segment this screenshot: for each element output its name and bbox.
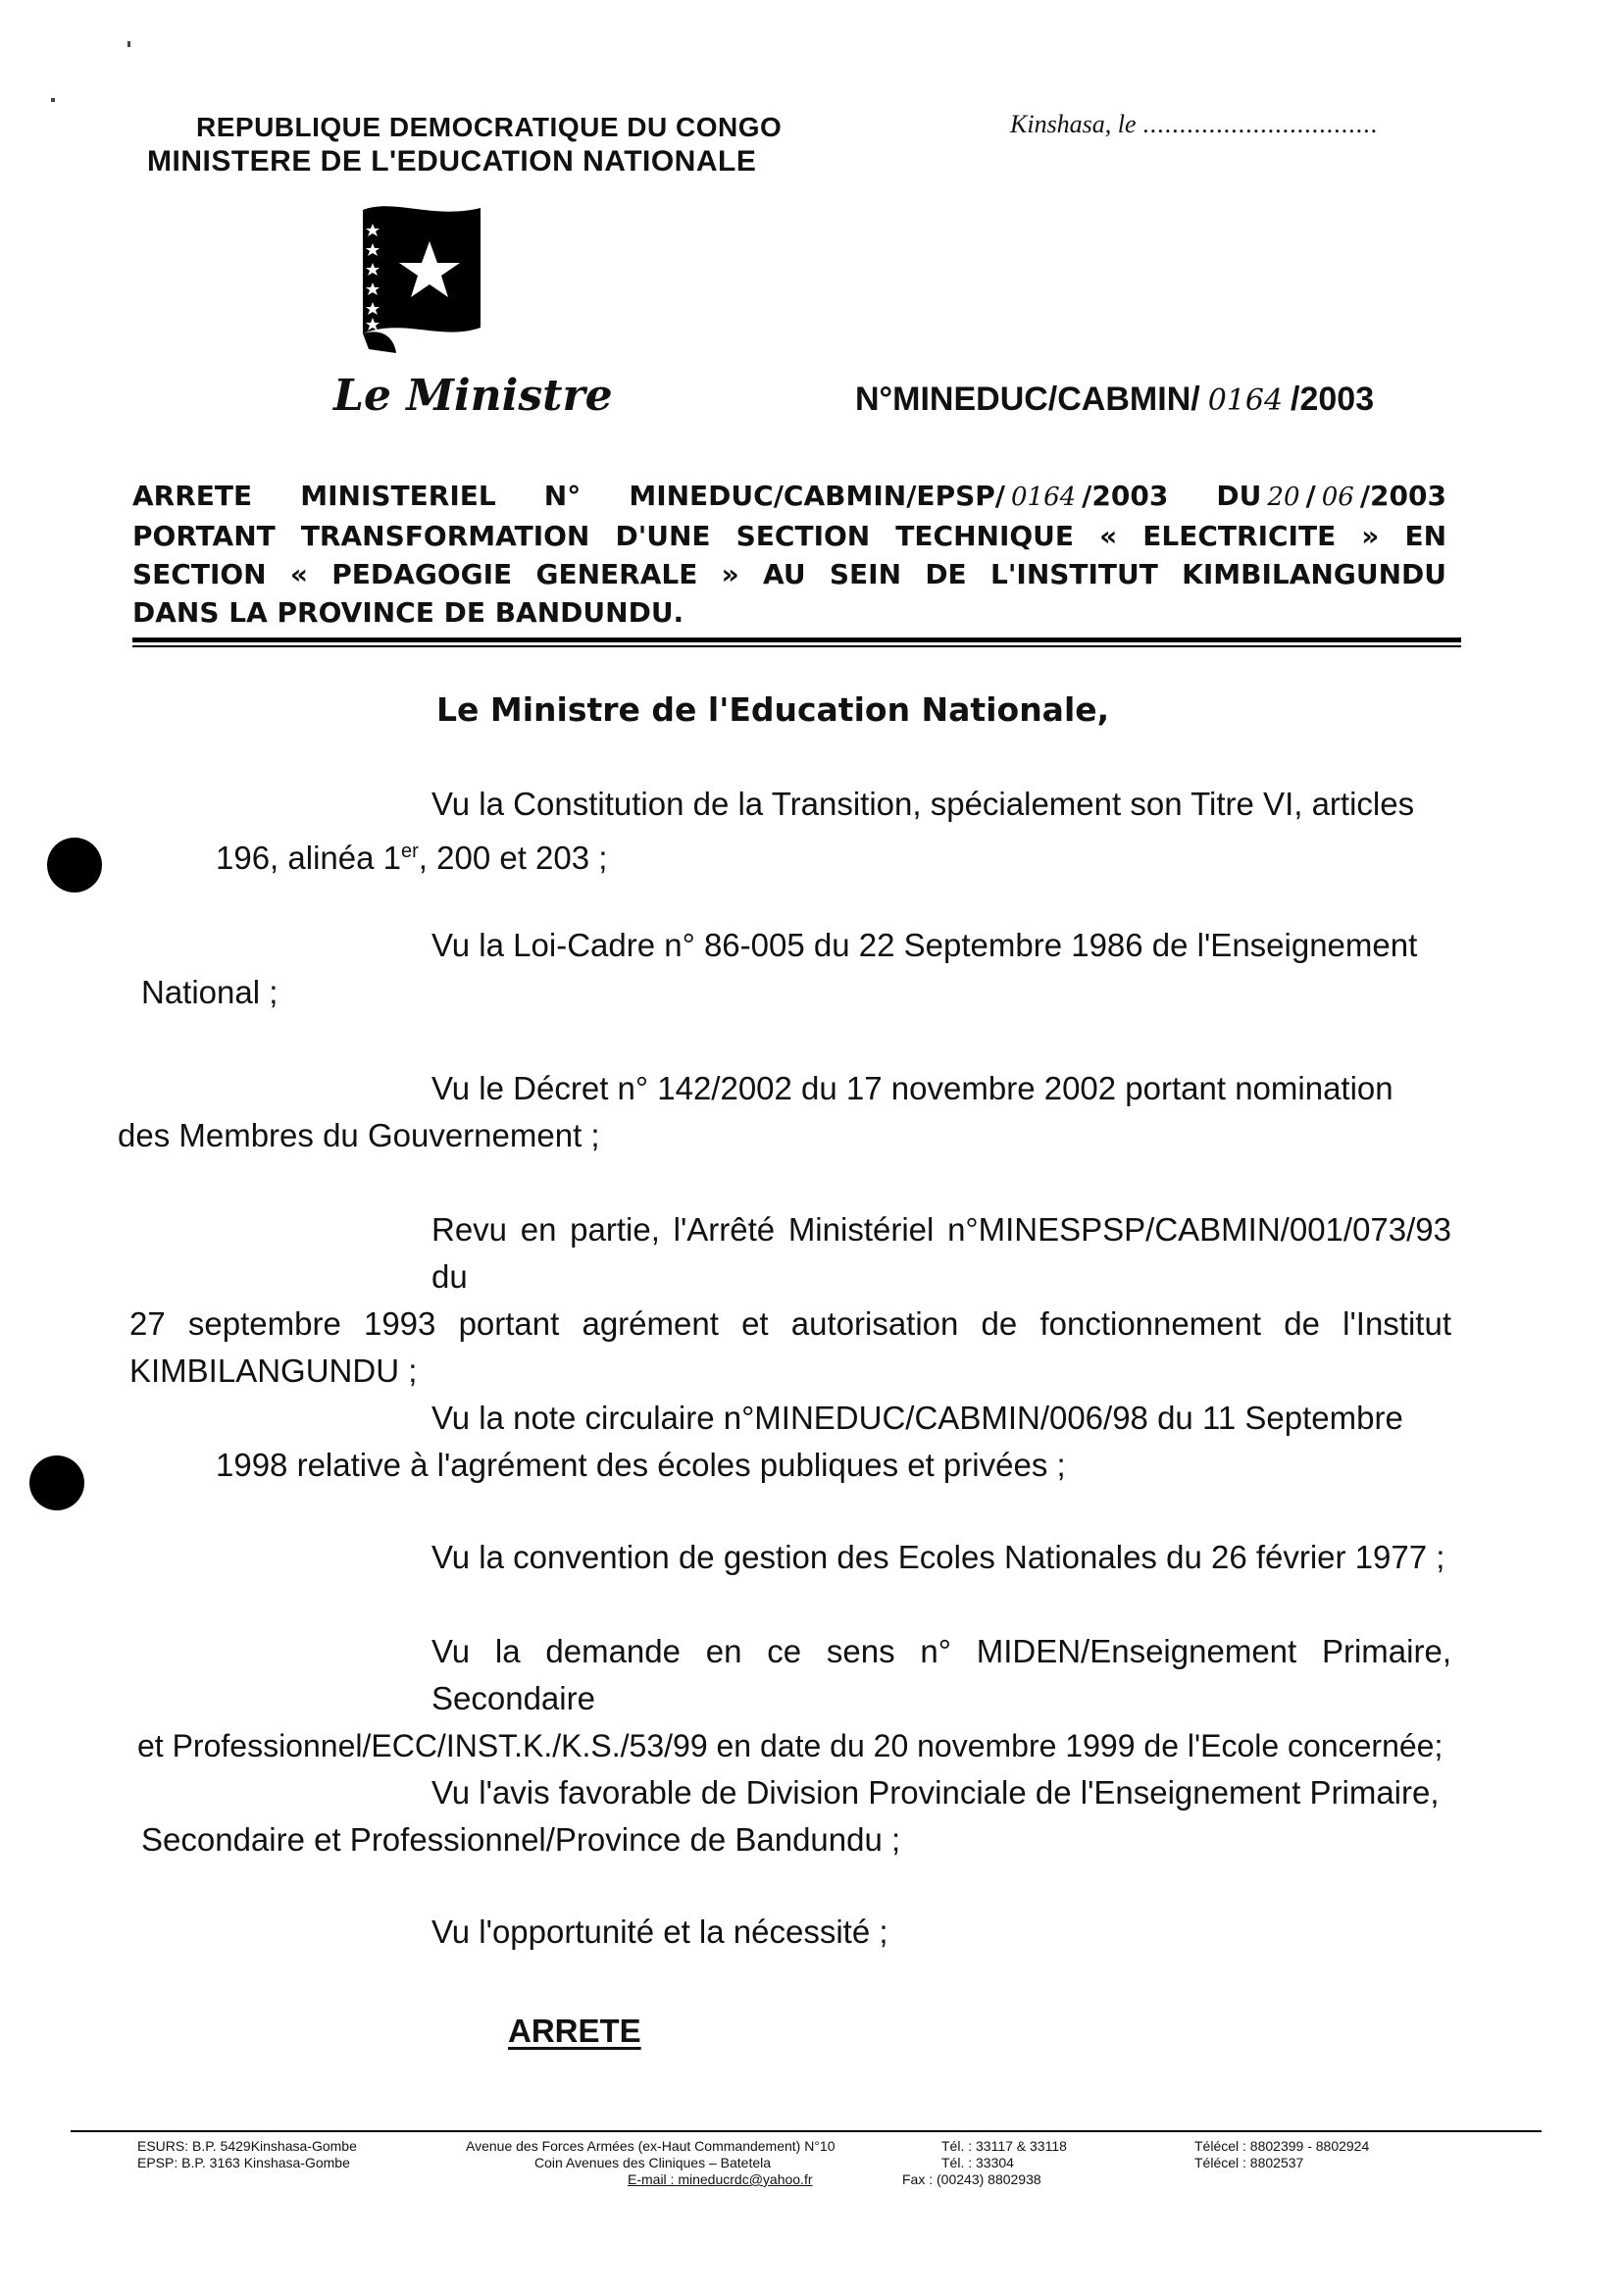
recital-first-line: Vu l'avis favorable de Division Provinciale de l'Enseignement Primaire, (431, 1774, 1440, 1811)
footer-email-link[interactable]: E-mail : mineducrdc@yahoo.fr (628, 2171, 813, 2187)
footer-line: Coin Avenues des Cliniques – Batetela (534, 2155, 772, 2170)
recital-paragraph (118, 1395, 1451, 1489)
recital-paragraph (118, 1909, 1451, 1956)
recital-first-line: Vu la note circulaire n°MINEDUC/CABMIN/006/98 du 11 Septembre (431, 1400, 1403, 1436)
ordinal-suffix: er (401, 841, 419, 862)
footer-divider (71, 2130, 1542, 2132)
recital-first-line: Vu le Décret n° 142/2002 du 17 novembre 2002 portant nomination (431, 1070, 1393, 1106)
recital-continuation (118, 828, 1451, 882)
decree-title-line (132, 477, 1446, 517)
punch-hole (29, 1455, 84, 1510)
punch-hole (47, 838, 102, 893)
recital-continuation: National ; (141, 974, 279, 1010)
recital-continuation: Secondaire et Professionnel/Province de Bandundu ; (141, 1821, 901, 1858)
footer-line: Tél. : 33117 & 33118 (941, 2138, 1067, 2154)
decree-number-year: /2003 DU (1082, 480, 1262, 512)
scan-speck (127, 41, 130, 47)
divider (132, 638, 1461, 642)
footer-telecel (1194, 2138, 1369, 2171)
decree-number-prefix: ARRETE MINISTERIEL N° MINEDUC/CABMIN/EPSP/ (132, 480, 1005, 512)
recital-paragraph (118, 922, 1451, 1016)
reference-prefix: N°MINEDUC/CABMIN/ (855, 381, 1200, 418)
footer-line: EPSP: B.P. 3163 Kinshasa-Gombe (137, 2155, 350, 2170)
footer-line: Avenue des Forces Armées (ex-Haut Commandement) N°10 (466, 2138, 836, 2154)
footer-line: Tél. : 33304 (941, 2155, 1014, 2170)
decree-day: 20 (1267, 483, 1300, 512)
footer-line: ESURS: B.P. 5429Kinshasa-Gombe (137, 2138, 357, 2154)
minister-heading: Le Ministre de l'Education Nationale, (436, 690, 1110, 729)
recital-first-line: Vu la demande en ce sens n° MIDEN/Enseignement Primaire, Secondaire (431, 1633, 1451, 1716)
place-date-label: Kinshasa, le (1010, 110, 1137, 138)
decree-year: /2003 (1359, 480, 1446, 512)
recital-paragraph (118, 1206, 1451, 1395)
date-blank: ................................ (1142, 110, 1379, 138)
recital-text: 196, alinéa 1 (216, 840, 401, 876)
scan-speck (51, 98, 55, 102)
recital-first-line: Vu la Constitution de la Transition, spécialement son Titre VI, articles (431, 786, 1415, 822)
reference-number: 0164 (1207, 383, 1284, 418)
footer-postal (137, 2138, 357, 2171)
recital-text: , 200 et 203 ; (418, 840, 608, 876)
recital-first-line: Vu la Loi-Cadre n° 86-005 du 22 Septembre 1986 de l'Enseignement (431, 927, 1418, 963)
recital-continuation: KIMBILANGUNDU ; (129, 1352, 418, 1389)
decree-month: 06 (1321, 483, 1354, 512)
footer-line: Télécel : 8802399 - 8802924 (1194, 2138, 1370, 2154)
recital-continuation: 1998 relative à l'agrément des écoles publiques et privées ; (216, 1447, 1066, 1483)
ministry-header: MINISTERE DE L'EDUCATION NATIONALE (147, 145, 757, 178)
date-separator: / (1305, 480, 1316, 512)
recital-continuation: des Membres du Gouvernement ; (118, 1117, 600, 1153)
recital-first-line: Vu l'opportunité et la nécessité ; (431, 1913, 888, 1950)
recital-paragraph (118, 1065, 1451, 1159)
republic-header: REPUBLIQUE DEMOCRATIQUE DU CONGO (196, 112, 783, 142)
decree-title-line: PORTANT TRANSFORMATION D'UNE SECTION TECHNIQUE « ELECTRICITE » EN (132, 520, 1446, 552)
recital-first-line: Vu la convention de gestion des Ecoles Nationales du 26 février 1977 ; (431, 1539, 1445, 1575)
reference-suffix: /2003 (1291, 381, 1375, 418)
document-reference (855, 381, 1374, 419)
footer-address (466, 2138, 836, 2188)
decree-title-line: DANS LA PROVINCE DE BANDUNDU. (132, 596, 684, 629)
footer-phone (902, 2138, 1067, 2188)
recital-continuation: et Professionnel/ECC/INST.K./K.S./53/99 en date du 20 novembre 1999 de l'Ecole concernée; (137, 1728, 1444, 1763)
footer-line: Fax : (00243) 8802938 (902, 2171, 1041, 2187)
recital-paragraph (118, 1769, 1451, 1863)
decree-title (132, 477, 1446, 632)
decree-title-line: SECTION « PEDAGOGIE GENERALE » AU SEIN DE L'INSTITUT KIMBILANGUNDU (132, 558, 1446, 590)
arrete-heading: ARRETE (508, 2013, 641, 2049)
decree-number: 0164 (1011, 483, 1077, 512)
drc-flag-emblem-icon (355, 202, 488, 353)
recital-paragraph (118, 1534, 1451, 1581)
recital-paragraph (118, 1628, 1451, 1769)
signature-title: Le Ministre (333, 371, 613, 421)
recital-continuation: 27 septembre 1993 portant agrément et autorisation de fonctionnement de l'Institut (129, 1305, 1451, 1342)
place-date (1010, 110, 1378, 139)
footer-line: Télécel : 8802537 (1194, 2155, 1304, 2170)
recital-paragraph (118, 781, 1451, 882)
recital-first-line: Revu en partie, l'Arrêté Ministériel n°MINESPSP/CABMIN/001/073/93 du (431, 1211, 1451, 1295)
divider (132, 645, 1461, 647)
